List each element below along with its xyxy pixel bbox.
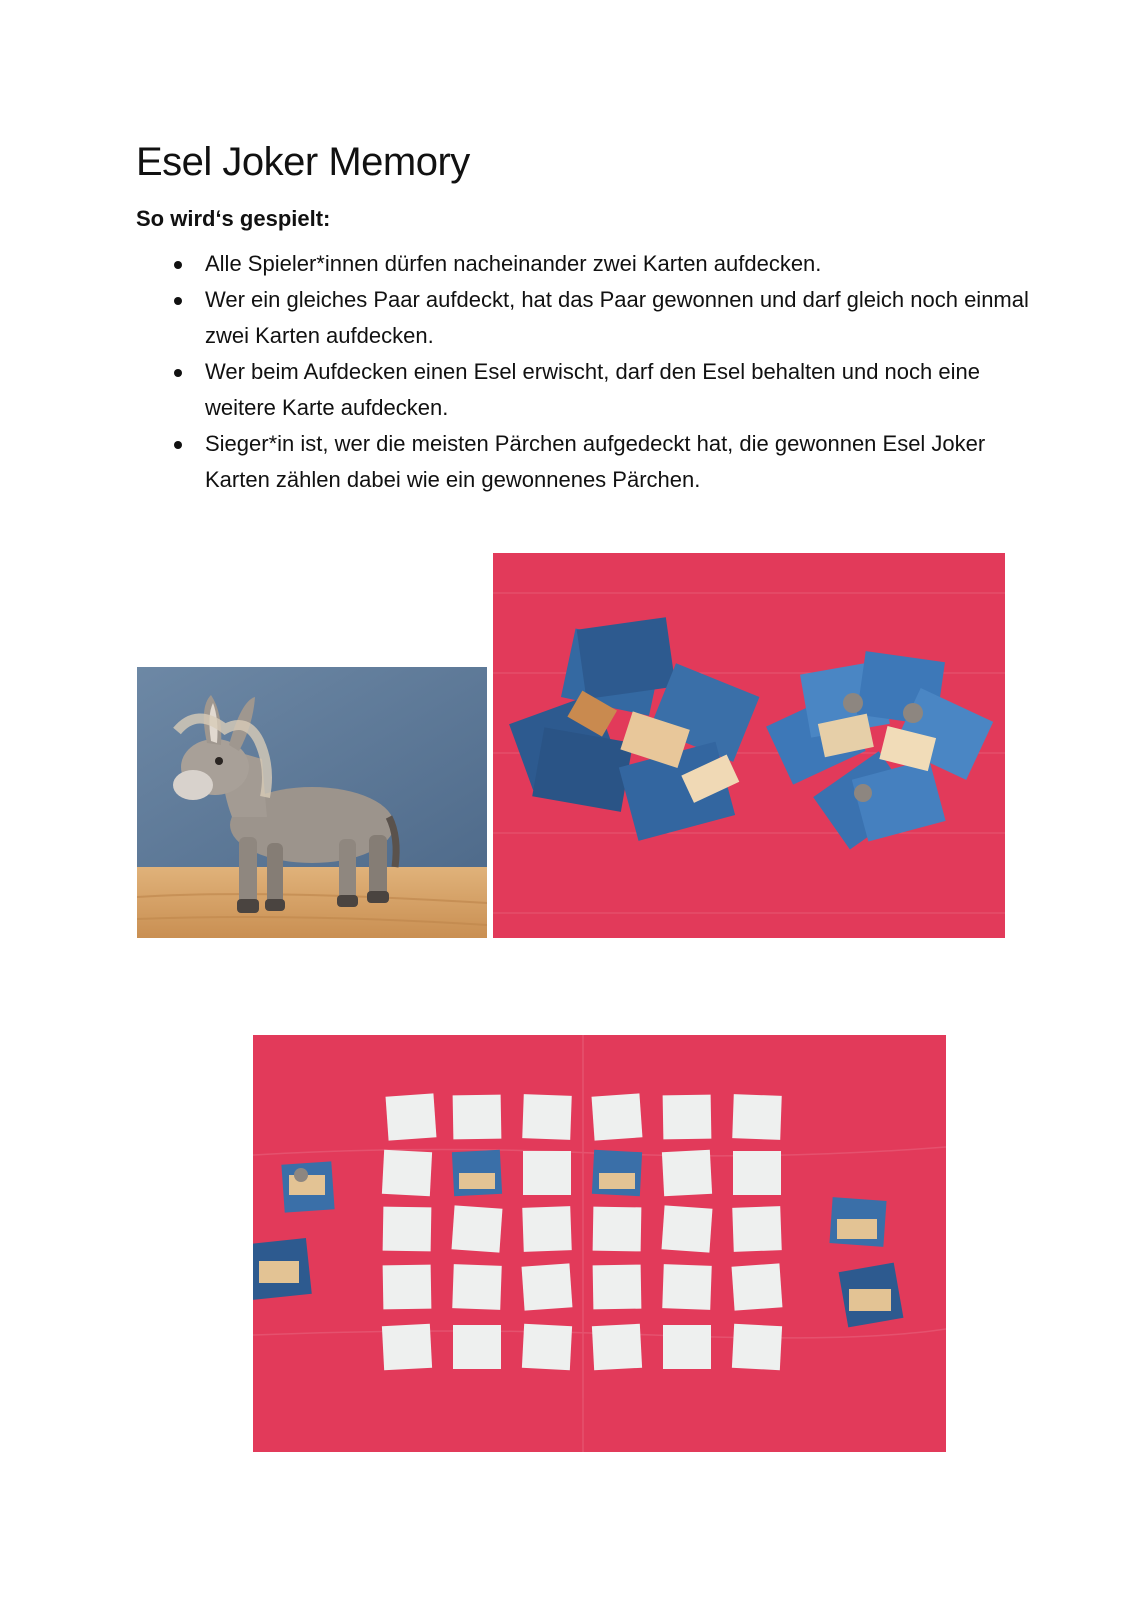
memory-grid-illustration <box>253 1035 946 1452</box>
memory-card <box>662 1264 712 1310</box>
rules-list <box>136 246 1056 498</box>
card-picture <box>459 1173 495 1189</box>
memory-card <box>452 1205 503 1252</box>
memory-grid-photo <box>253 1035 946 1452</box>
memory-card <box>522 1206 572 1252</box>
memory-card <box>662 1150 712 1196</box>
list-item <box>136 282 1056 354</box>
bullet-icon <box>174 441 182 449</box>
memory-card <box>593 1207 642 1252</box>
memory-card <box>593 1265 642 1310</box>
memory-card <box>383 1265 432 1310</box>
rule-text: Wer beim Aufdecken einen Esel erwischt, darf den Esel behalten und noch eine weitere Karte aufdecken. <box>205 359 980 420</box>
list-item <box>136 354 1056 426</box>
memory-card <box>386 1093 437 1140</box>
memory-card <box>732 1206 782 1252</box>
card-stacks-photo <box>493 553 1005 938</box>
memory-card <box>522 1324 572 1370</box>
donkey-illustration <box>137 667 487 938</box>
memory-card <box>732 1263 783 1310</box>
memory-card <box>383 1207 432 1252</box>
bullet-icon <box>174 369 182 377</box>
memory-card <box>522 1263 573 1310</box>
memory-card <box>382 1150 432 1196</box>
card-picture <box>599 1173 635 1189</box>
bullet-icon <box>174 261 182 269</box>
memory-card <box>663 1095 712 1140</box>
memory-card <box>662 1205 713 1252</box>
memory-card <box>523 1151 571 1195</box>
card-stacks-illustration <box>493 553 1005 938</box>
rule-text: Sieger*in ist, wer die meisten Pärchen aufgedeckt hat, die gewonnen Esel Joker Karten zählen dabei wie ein gewonnenes Pärchen. <box>205 431 986 492</box>
memory-card <box>592 1324 642 1370</box>
memory-card <box>733 1151 781 1195</box>
memory-card <box>663 1325 711 1369</box>
felt-donkey-photo <box>137 667 487 938</box>
memory-card <box>522 1094 572 1140</box>
page-title: Esel Joker Memory <box>136 140 470 184</box>
section-subtitle: So wird‘s gespielt: <box>136 206 331 231</box>
memory-card <box>592 1093 643 1140</box>
rule-text: Alle Spieler*innen dürfen nacheinander zwei Karten aufdecken. <box>205 251 822 276</box>
list-item <box>136 426 1056 498</box>
memory-card <box>382 1324 432 1370</box>
rule-text: Wer ein gleiches Paar aufdeckt, hat das Paar gewonnen und darf gleich noch einmal zwei Karten aufdecken. <box>205 287 1029 348</box>
memory-card <box>453 1095 502 1140</box>
list-item <box>136 246 1056 282</box>
bullet-icon <box>174 297 182 305</box>
memory-card <box>732 1094 782 1140</box>
memory-card <box>732 1324 782 1370</box>
memory-card <box>453 1325 501 1369</box>
memory-card <box>452 1264 502 1310</box>
